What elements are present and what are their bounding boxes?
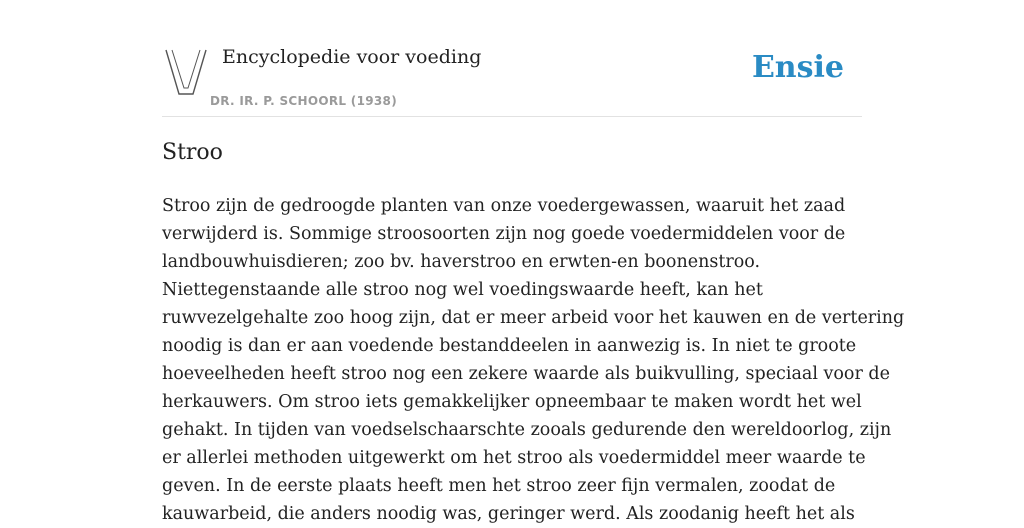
- v-logo-icon[interactable]: [164, 48, 208, 98]
- entry-line: er allerlei methoden uitgewerkt om het stroo als voedermiddel meer waarde te: [162, 448, 866, 468]
- book-title[interactable]: Encyclopedie voor voeding: [222, 46, 482, 68]
- entry-body: [162, 192, 905, 528]
- entry-line: kauwarbeid, die anders noodig was, geringer werd. Als zoodanig heeft het als: [162, 504, 855, 524]
- entry-line: hoeveelheden heeft stroo nog een zekere waarde als buikvulling, speciaal voor de: [162, 364, 890, 384]
- entry-line: geven. In de eerste plaats heeft men het stroo zeer fijn vermalen, zoodat de: [162, 476, 836, 496]
- entry-line: herkauwers. Om stroo iets gemakkelijker opneembaar te maken wordt het wel: [162, 392, 862, 412]
- entry-title: Stroo: [162, 140, 223, 165]
- entry-line: gehakt. In tijden van voedselschaarschte zooals gedurende den wereldoorlog, zijn: [162, 420, 892, 440]
- book-author: DR. IR. P. SCHOORL (1938): [210, 94, 397, 108]
- entry-line: verwijderd is. Sommige stroosoorten zijn nog goede voedermiddelen voor de: [162, 224, 846, 244]
- entry-line: Niettegenstaande alle stroo nog wel voedingswaarde heeft, kan het: [162, 280, 763, 300]
- entry-line: ruwvezelgehalte zoo hoog zijn, dat er meer arbeid voor het kauwen en de vertering: [162, 308, 905, 328]
- entry-line: noodig is dan er aan voedende bestanddeelen in aanwezig is. In niet te groote: [162, 336, 857, 356]
- brand-logo[interactable]: Ensie: [751, 50, 844, 85]
- entry-line: Stroo zijn de gedroogde planten van onze voedergewassen, waaruit het zaad: [162, 196, 846, 216]
- header: [162, 0, 862, 117]
- entry-line: landbouwhuisdieren; zoo bv. haverstroo en erwten-en boonenstroo.: [162, 252, 761, 272]
